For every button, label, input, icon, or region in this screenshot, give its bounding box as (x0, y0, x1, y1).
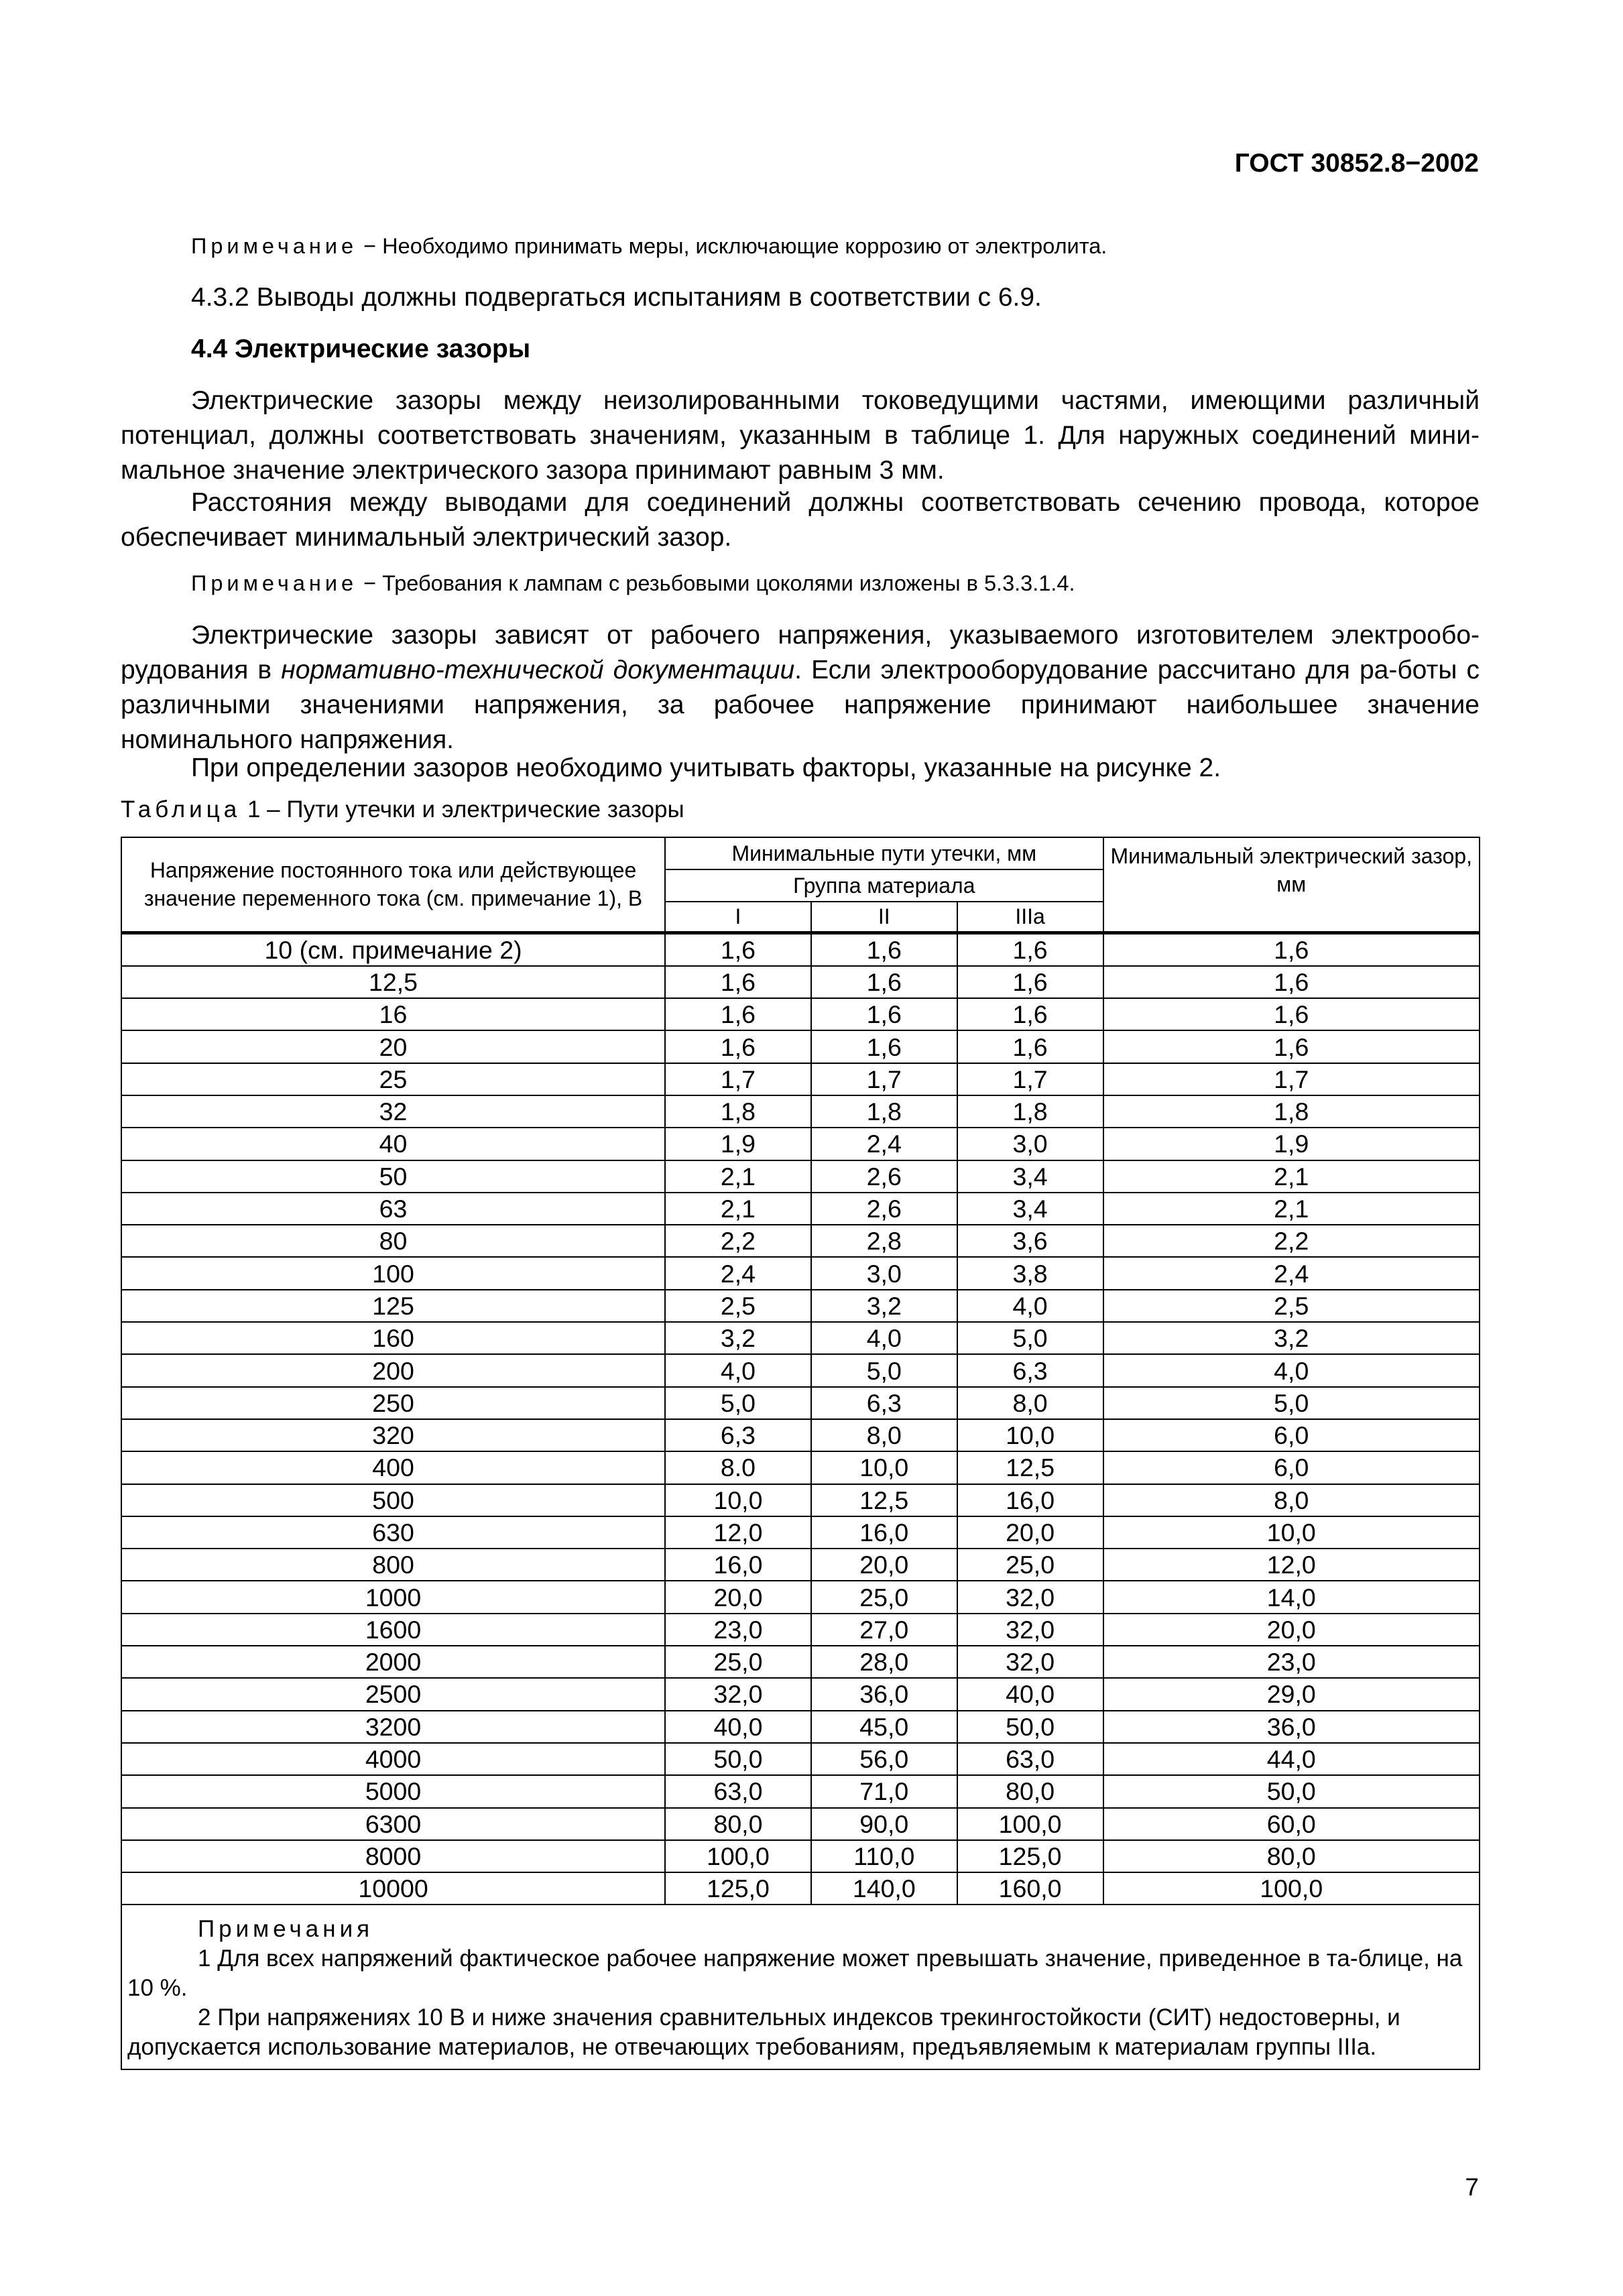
table-row (121, 1808, 1480, 1840)
cell-voltage: 320 (121, 1419, 665, 1451)
cell-voltage: 100 (121, 1257, 665, 1289)
cell-group-IIIa: 3,8 (957, 1257, 1103, 1289)
note-2: 2 При напряжениях 10 В и ниже значения сравнительных индексов трекингостойкости (СИТ) недостоверны, и допускается использование материалов, не отвечающих требованиям, предъявляемым к материалам группы IIIa. (127, 2004, 1400, 2061)
cell-voltage: 160 (121, 1322, 665, 1354)
table-row (121, 1872, 1480, 1905)
paragraph-3-start: Электрические зазоры зависят от рабочего напряжения, указываемого изготовителем электрообо-рудования в (121, 621, 1480, 684)
note-label: Примечание (191, 234, 358, 258)
cell-group-I: 12,0 (665, 1516, 811, 1549)
table-row (121, 1549, 1480, 1581)
cell-group-II: 27,0 (811, 1614, 957, 1646)
cell-group-IIIa: 80,0 (957, 1775, 1103, 1807)
paragraph-3 (121, 618, 1480, 758)
cell-voltage: 200 (121, 1354, 665, 1386)
cell-voltage: 63 (121, 1193, 665, 1225)
header-group-II: II (811, 902, 957, 932)
cell-group-I: 100,0 (665, 1840, 811, 1872)
cell-voltage: 5000 (121, 1775, 665, 1807)
table-body (121, 932, 1480, 1905)
cell-clearance: 80,0 (1103, 1840, 1480, 1872)
cell-clearance: 1,6 (1103, 1030, 1480, 1063)
paragraph-3-italic: нормативно-технической документации (281, 656, 795, 684)
cell-group-I: 63,0 (665, 1775, 811, 1807)
cell-group-IIIa: 32,0 (957, 1581, 1103, 1613)
cell-group-I: 1,6 (665, 932, 811, 966)
paragraph-3-end: . Если электрооборудование рассчитано для ра-боты с различными значениями напряжения, за рабочее напряжение принимают наибольшее значение номинального напряжения. (121, 656, 1480, 754)
cell-group-IIIa: 1,6 (957, 1030, 1103, 1063)
cell-clearance: 1,6 (1103, 966, 1480, 998)
cell-group-I: 1,9 (665, 1128, 811, 1160)
cell-clearance: 100,0 (1103, 1872, 1480, 1905)
cell-group-I: 2,1 (665, 1160, 811, 1193)
cell-group-II: 140,0 (811, 1872, 957, 1905)
cell-voltage: 1600 (121, 1614, 665, 1646)
cell-clearance: 36,0 (1103, 1711, 1480, 1743)
cell-group-I: 6,3 (665, 1419, 811, 1451)
top-note (121, 231, 1480, 261)
cell-group-II: 1,6 (811, 932, 957, 966)
cell-group-IIIa: 1,6 (957, 966, 1103, 998)
header-group-I: I (665, 902, 811, 932)
cell-group-II: 45,0 (811, 1711, 957, 1743)
table-row (121, 1840, 1480, 1872)
cell-group-I: 23,0 (665, 1614, 811, 1646)
cell-clearance: 20,0 (1103, 1614, 1480, 1646)
table-row (121, 1290, 1480, 1322)
cell-group-I: 32,0 (665, 1678, 811, 1710)
cell-clearance: 23,0 (1103, 1646, 1480, 1678)
cell-group-II: 36,0 (811, 1678, 957, 1710)
clause-4-3-2-text: 4.3.2 Выводы должны подвергаться испытаниям в соответствии с 6.9. (191, 283, 1042, 312)
cell-group-I: 1,7 (665, 1063, 811, 1095)
cell-clearance: 5,0 (1103, 1387, 1480, 1419)
cell-clearance: 2,4 (1103, 1257, 1480, 1289)
cell-group-I: 50,0 (665, 1743, 811, 1775)
cell-clearance: 60,0 (1103, 1808, 1480, 1840)
cell-voltage: 125 (121, 1290, 665, 1322)
table-row (121, 1678, 1480, 1710)
table-row (121, 1322, 1480, 1354)
table-caption (121, 796, 684, 823)
note-1: 1 Для всех напряжений фактическое рабочее напряжение может превышать значение, приведенное в та-блице, на 10 %. (127, 1945, 1463, 2002)
cell-group-IIIa: 4,0 (957, 1290, 1103, 1322)
cell-group-II: 1,8 (811, 1095, 957, 1128)
cell-group-II: 2,6 (811, 1160, 957, 1193)
paragraph-4-text: При определении зазоров необходимо учитывать факторы, указанные на рисунке 2. (191, 753, 1221, 782)
cell-voltage: 8000 (121, 1840, 665, 1872)
cell-group-II: 10,0 (811, 1451, 957, 1484)
cell-group-II: 110,0 (811, 1840, 957, 1872)
cell-group-IIIa: 1,6 (957, 998, 1103, 1030)
cell-group-II: 1,6 (811, 1030, 957, 1063)
cell-group-IIIa: 32,0 (957, 1646, 1103, 1678)
cell-voltage: 40 (121, 1128, 665, 1160)
document-code: ГОСТ 30852.8−2002 (1234, 149, 1479, 178)
cell-clearance: 29,0 (1103, 1678, 1480, 1710)
cell-clearance: 1,9 (1103, 1128, 1480, 1160)
table-row (121, 1484, 1480, 1516)
cell-group-IIIa: 160,0 (957, 1872, 1103, 1905)
cell-clearance: 14,0 (1103, 1581, 1480, 1613)
table-row (121, 1775, 1480, 1807)
notes-title: Примечания (198, 1916, 374, 1943)
table-row (121, 1063, 1480, 1095)
cell-group-II: 3,2 (811, 1290, 957, 1322)
table-notes (121, 1905, 1480, 2069)
note-label: Примечание (191, 571, 358, 595)
cell-clearance: 1,6 (1103, 998, 1480, 1030)
section-heading-text: 4.4 Электрические зазоры (191, 335, 531, 363)
cell-group-IIIa: 25,0 (957, 1549, 1103, 1581)
cell-group-IIIa: 50,0 (957, 1711, 1103, 1743)
cell-voltage: 6300 (121, 1808, 665, 1840)
cell-clearance: 1,6 (1103, 932, 1480, 966)
cell-voltage: 50 (121, 1160, 665, 1193)
cell-group-IIIa: 12,5 (957, 1451, 1103, 1484)
cell-group-I: 20,0 (665, 1581, 811, 1613)
page-number: 7 (1465, 2173, 1479, 2201)
cell-group-IIIa: 125,0 (957, 1840, 1103, 1872)
creepage-clearance-table (121, 837, 1480, 2070)
cell-voltage: 2000 (121, 1646, 665, 1678)
cell-group-II: 8,0 (811, 1419, 957, 1451)
cell-voltage: 2500 (121, 1678, 665, 1710)
cell-group-IIIa: 8,0 (957, 1387, 1103, 1419)
cell-group-IIIa: 1,7 (957, 1063, 1103, 1095)
cell-group-I: 8.0 (665, 1451, 811, 1484)
cell-clearance: 10,0 (1103, 1516, 1480, 1549)
cell-voltage: 1000 (121, 1581, 665, 1613)
paragraph-4 (121, 751, 1480, 786)
cell-voltage: 10 (см. примечание 2) (121, 932, 665, 966)
cell-group-I: 25,0 (665, 1646, 811, 1678)
cell-group-I: 40,0 (665, 1711, 811, 1743)
paragraph-1-text: Электрические зазоры между неизолированными токоведущими частями, имеющими различный потенциал, должны соответствовать значениям, указанным в таблице 1. Для наружных соединений мини-мальное значение электрического зазора принимают равным 3 мм. (121, 386, 1480, 485)
cell-clearance: 12,0 (1103, 1549, 1480, 1581)
cell-group-IIIa: 40,0 (957, 1678, 1103, 1710)
cell-group-I: 1,8 (665, 1095, 811, 1128)
cell-group-II: 16,0 (811, 1516, 957, 1549)
table-row (121, 1095, 1480, 1128)
cell-group-IIIa: 3,6 (957, 1225, 1103, 1257)
cell-clearance: 6,0 (1103, 1419, 1480, 1451)
table-row (121, 1743, 1480, 1775)
header-group-IIIa: IIIa (957, 902, 1103, 932)
table-row (121, 1193, 1480, 1225)
cell-group-II: 2,6 (811, 1193, 957, 1225)
cell-group-I: 3,2 (665, 1322, 811, 1354)
cell-group-I: 4,0 (665, 1354, 811, 1386)
cell-group-I: 1,6 (665, 966, 811, 998)
cell-group-IIIa: 20,0 (957, 1516, 1103, 1549)
table-row (121, 1160, 1480, 1193)
cell-voltage: 25 (121, 1063, 665, 1095)
paragraph-2 (121, 485, 1480, 555)
table-row (121, 1516, 1480, 1549)
note-text: − Необходимо принимать меры, исключающие коррозию от электролита. (357, 234, 1107, 258)
cell-voltage: 500 (121, 1484, 665, 1516)
cell-group-IIIa: 63,0 (957, 1743, 1103, 1775)
cell-group-IIIa: 3,4 (957, 1193, 1103, 1225)
cell-group-IIIa: 16,0 (957, 1484, 1103, 1516)
cell-group-II: 1,7 (811, 1063, 957, 1095)
cell-voltage: 12,5 (121, 966, 665, 998)
cell-group-I: 2,4 (665, 1257, 811, 1289)
note-text: − Требования к лампам с резьбовыми цоколями изложены в 5.3.3.1.4. (357, 571, 1075, 595)
paragraph-2-text: Расстояния между выводами для соединений должны соответствовать сечению провода, которое обеспечивает минимальный электрический зазор. (121, 488, 1480, 552)
cell-clearance: 1,7 (1103, 1063, 1480, 1095)
cell-group-I: 16,0 (665, 1549, 811, 1581)
cell-group-II: 90,0 (811, 1808, 957, 1840)
cell-clearance: 3,2 (1103, 1322, 1480, 1354)
cell-group-IIIa: 1,6 (957, 932, 1103, 966)
cell-clearance: 6,0 (1103, 1451, 1480, 1484)
cell-voltage: 4000 (121, 1743, 665, 1775)
cell-group-II: 4,0 (811, 1322, 957, 1354)
cell-group-I: 1,6 (665, 1030, 811, 1063)
cell-clearance: 1,8 (1103, 1095, 1480, 1128)
cell-group-II: 1,6 (811, 966, 957, 998)
cell-clearance: 4,0 (1103, 1354, 1480, 1386)
cell-group-I: 1,6 (665, 998, 811, 1030)
cell-group-I: 125,0 (665, 1872, 811, 1905)
cell-group-IIIa: 1,8 (957, 1095, 1103, 1128)
cell-clearance: 2,1 (1103, 1193, 1480, 1225)
cell-group-II: 28,0 (811, 1646, 957, 1678)
cell-clearance: 2,2 (1103, 1225, 1480, 1257)
table-row (121, 1257, 1480, 1289)
table-row (121, 1030, 1480, 1063)
cell-group-II: 6,3 (811, 1387, 957, 1419)
cell-voltage: 800 (121, 1549, 665, 1581)
cell-group-II: 3,0 (811, 1257, 957, 1289)
table-row (121, 1225, 1480, 1257)
section-heading (121, 332, 1480, 367)
paragraph-1 (121, 383, 1480, 488)
cell-group-IIIa: 100,0 (957, 1808, 1103, 1840)
table-row (121, 1711, 1480, 1743)
clause-4-3-2 (121, 280, 1480, 315)
cell-clearance: 8,0 (1103, 1484, 1480, 1516)
cell-voltage: 10000 (121, 1872, 665, 1905)
cell-group-I: 2,1 (665, 1193, 811, 1225)
table-caption-text: 1 – Пути утечки и электрические зазоры (241, 796, 684, 823)
cell-voltage: 20 (121, 1030, 665, 1063)
header-material-group: Группа материала (665, 869, 1103, 902)
table-row (121, 1646, 1480, 1678)
table-caption-label: Таблица (121, 796, 241, 823)
cell-group-I: 5,0 (665, 1387, 811, 1419)
cell-voltage: 3200 (121, 1711, 665, 1743)
cell-voltage: 400 (121, 1451, 665, 1484)
table-row (121, 1387, 1480, 1419)
table-row (121, 1581, 1480, 1613)
header-creepage: Минимальные пути утечки, мм (665, 837, 1103, 869)
cell-group-IIIa: 10,0 (957, 1419, 1103, 1451)
cell-group-IIIa: 3,0 (957, 1128, 1103, 1160)
cell-voltage: 80 (121, 1225, 665, 1257)
cell-group-I: 2,2 (665, 1225, 811, 1257)
cell-group-I: 10,0 (665, 1484, 811, 1516)
cell-group-I: 2,5 (665, 1290, 811, 1322)
table-row (121, 932, 1480, 966)
table-row (121, 1451, 1480, 1484)
cell-group-II: 1,6 (811, 998, 957, 1030)
cell-voltage: 630 (121, 1516, 665, 1549)
cell-voltage: 32 (121, 1095, 665, 1128)
cell-group-II: 2,4 (811, 1128, 957, 1160)
table-row (121, 966, 1480, 998)
header-voltage: Напряжение постоянного тока или действующее значение переменного тока (см. примечание 1), В (121, 837, 665, 932)
cell-group-II: 5,0 (811, 1354, 957, 1386)
cell-group-II: 56,0 (811, 1743, 957, 1775)
table-row (121, 1419, 1480, 1451)
mid-note (121, 568, 1480, 598)
cell-clearance: 44,0 (1103, 1743, 1480, 1775)
table-row (121, 1128, 1480, 1160)
cell-group-IIIa: 3,4 (957, 1160, 1103, 1193)
header-clearance: Минимальный электрический зазор, мм (1103, 837, 1480, 932)
cell-group-II: 20,0 (811, 1549, 957, 1581)
cell-voltage: 250 (121, 1387, 665, 1419)
cell-group-II: 71,0 (811, 1775, 957, 1807)
cell-clearance: 2,5 (1103, 1290, 1480, 1322)
cell-group-IIIa: 6,3 (957, 1354, 1103, 1386)
cell-group-II: 12,5 (811, 1484, 957, 1516)
cell-group-I: 80,0 (665, 1808, 811, 1840)
table-row (121, 1614, 1480, 1646)
cell-clearance: 50,0 (1103, 1775, 1480, 1807)
cell-voltage: 16 (121, 998, 665, 1030)
cell-clearance: 2,1 (1103, 1160, 1480, 1193)
table-row (121, 1354, 1480, 1386)
cell-group-IIIa: 5,0 (957, 1322, 1103, 1354)
table-row (121, 998, 1480, 1030)
cell-group-II: 25,0 (811, 1581, 957, 1613)
cell-group-II: 2,8 (811, 1225, 957, 1257)
cell-group-IIIa: 32,0 (957, 1614, 1103, 1646)
